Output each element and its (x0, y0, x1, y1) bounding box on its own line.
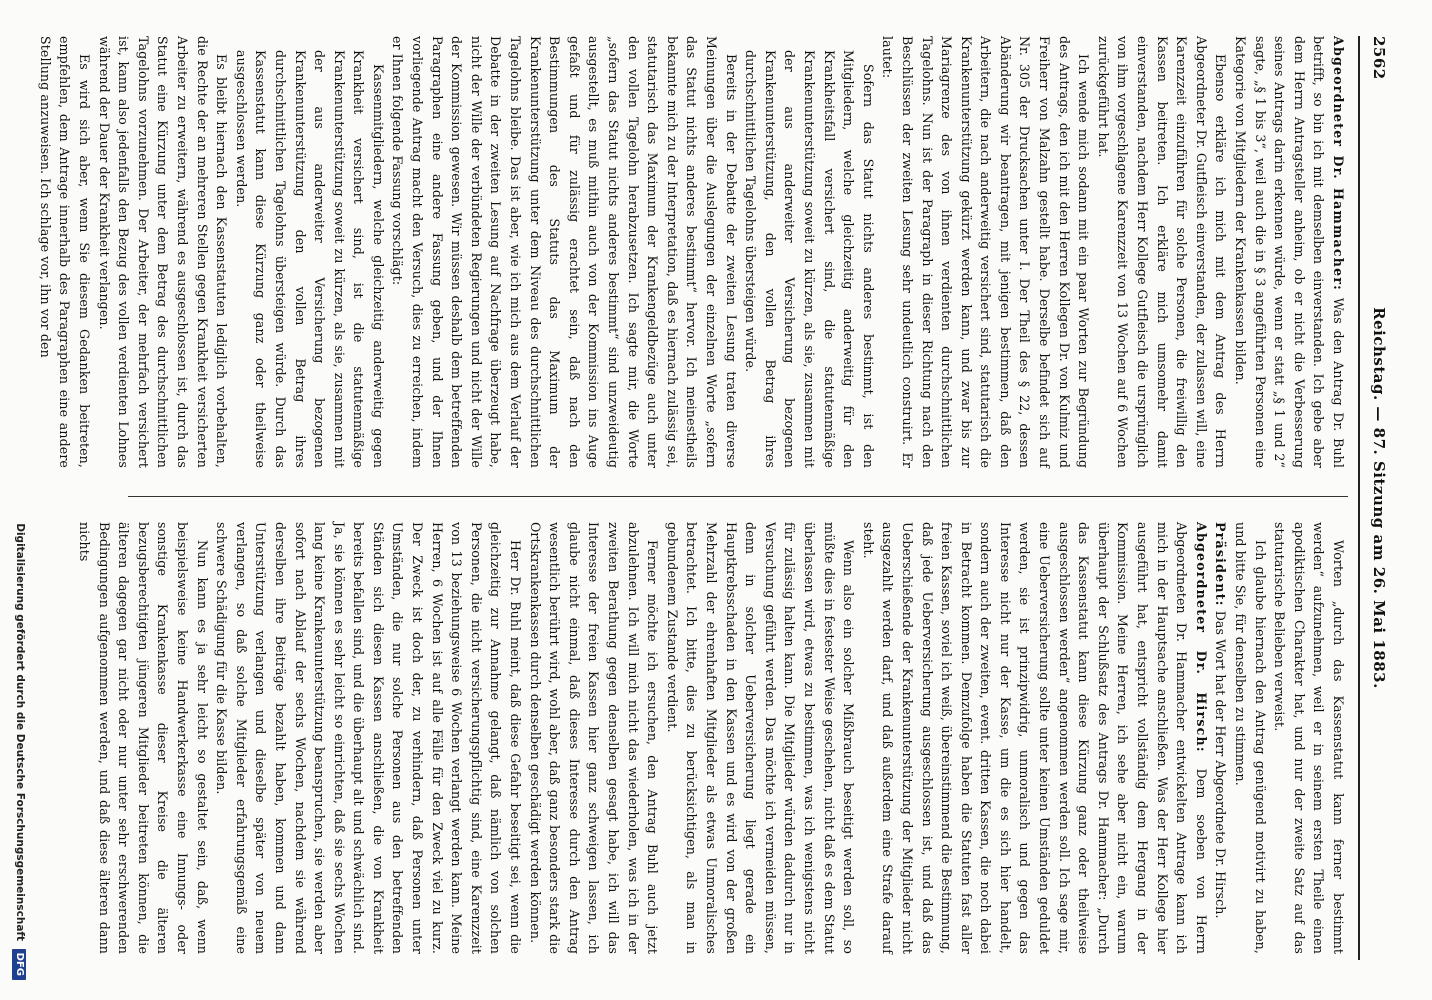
speaker-name: Abgeordneter Dr. Hammacher: (1331, 36, 1346, 292)
paragraph (231, 36, 388, 468)
paragraph-text: Ich wende mich sodann mit ein paar Worten zur Begründung des Antrags, den ich mit den Herren Kollegen Dr. von Kulmiz und Freiherr von Malzahn gestellt habe. Derselbe befindet sich auf Nr. 305 der Drucksachen unter I. Der Theil des § 22, dessen Abänderung wir beantragen, mit jenigen bestimmen, daß den Arbeitern, die nach anderweitig versichert sind, statutarisch die Krankenunterstützung gekürzt werden kann, und zwar bis zur Mariagrenze des von ihnen verdienten durchschnittlichen Tagelohns. Nun ist der Paragraph in dieser Richtung nach den Beschlüssen der zweiten Lesung sehr undeutlich construirt. Er lautet: (880, 36, 1092, 468)
paragraph (1211, 522, 1231, 954)
paragraph-text: Es wird sich aber, wenn Sie diesem Gedanken beitreten, empfehlen, dem Antrage innerhalb des Paragraphen eine andere Stellung anzuweisen. Ich schlage vor, ihn vor den (37, 36, 92, 468)
paragraph (35, 36, 94, 468)
paragraph-text: Ich glaube hiernach den Antrag genügend motivirt zu haben, und bitte Sie, für denselben zu stimmen. (1233, 522, 1268, 954)
paragraph (741, 36, 878, 468)
paragraph-text: Kassenmitgliedern, welche gleichzeitig anderweitig gegen Krankheit versichert sind, ist die statutenmäßige Krankenunterstützung soweit zu kürzen, als sie, zusammen mit der aus anderweiter Versicherung bezogenen Krankenunterstützung den vollen Betrag ihres durchschnittlichen Tagelohns übersteigen würde. Durch das Kassenstatut kann diese Kürzung ganz oder theilweise ausgeschlossen werden. (233, 50, 386, 468)
paragraph-text: Sofern das Statut nichts anderes bestimmt, ist den Mitgliedern, welche gleichzeitig anderweitig für den Krankheitsfall versichert sind, die statutenmäßige Krankenunterstützung soweit zu kürzen, als sie, zusammen mit der aus anderweiter Versicherung bezogenen Krankenunterstützung, den vollen Betrag ihres durchschnittlichen Tagelohns übersteigen würde. (743, 50, 876, 468)
paragraph (74, 522, 211, 954)
digitization-note-text: Digitalisierung gefördert durch die Deutsche Forschungsgemeinschaft (14, 523, 26, 941)
paragraph (662, 522, 858, 954)
right-column (77, 522, 1348, 955)
page-header (1364, 36, 1390, 960)
page-number: 2562 (1370, 36, 1388, 80)
paragraph-text: Nun kann es ja sehr leicht so gestaltet sein, daß, wenn beispielsweise keine Handwerkerkasse eine Innungs- oder sonstige Krankenkasse dieser Kreise die älteren bezugsberechtigten jüngeren Mitglieder beitreten können, die älteren dagegen gar nicht oder nur unter sehr erschwerenden Bedingungen aufgenommen werden, und daß diese älteren dann nichts (77, 522, 210, 954)
paragraph (525, 522, 662, 954)
paragraph-text: Es bleibt hiernach den Kassenstatuten lediglich vorbehalten, die Rechte der an mehreren Stellen gegen Krankheit versicherten Arbeiter zu erweitern, während es ausgeschlossen ist, durch das Statut eine Kürzung unter dem Betrag des durchschnittlichen Tagelohns vorzunehmen. Der Arbeiter, der mehrfach versichert ist, kann also jedenfalls den Bezug des vollen verdienten Lohnes während der Dauer der Krankheit verlangen. (96, 36, 230, 468)
dfg-logo-icon: DFG (12, 949, 26, 980)
paragraph (94, 36, 231, 468)
paragraph-text: Das Wort hat der Herr Abgeordnete Dr. Hirsch. (1213, 610, 1229, 919)
paragraph-text: Wenn also ein solcher Mißbrauch beseitigt werden soll, so müßte dies in festester Weise geschehen, nicht daß es dem Statut überlassen wird, etwas zu bestimmen, was ich wenigstens nicht für zulässig halten kann. Die Mitglieder würden dadurch nur in Versuchung geführt werden. Das möchte ich vermeiden müssen, denn in solcher Ueberversicherung liegt gerade ein Hauptkrebsschaden in den Kassen und es wird von der großen Mehrzahl der ehrenhaften Mitglieder als etwas Unmoralisches betrachtet. Ich bitte, dies zu berücksichtigen, als man in gebundenem Zustande verdient. (664, 522, 857, 954)
paragraph-text: Worten „durch das Kassenstatut kann ferner bestimmt werden“ aufzunehmen, weil er in seinem ersten Theile einen apodiktischen Charakter hat, und nur der zweite Satz auf das statutarische Belieben verweist. (1272, 522, 1346, 954)
paragraph-text: Ebenso erkläre ich mich mit dem Antrag des Herrn Abgeordneter Dr. Gutfleisch einverstanden, der zulassen will, eine Karenzzeit einzuführen für solche Personen, die freiwillig den Kassen beitreten. Ich erkläre mich umsomehr damit einverstanden, nachdem Herr Kollege Gutfleisch die ursprünglich von ihm vorgeschlagene Karenzzeit von 13 Wochen auf 6 Wochen zurückgeführt hat. (1095, 36, 1229, 468)
column-divider (128, 496, 1348, 497)
paragraph (878, 36, 1094, 468)
paragraph (1270, 522, 1348, 954)
digitization-note (10, 20, 26, 980)
paragraph (858, 522, 1211, 954)
paragraph-text: Dem soeben von Herrn Abgeordneten Dr. Hammacher entwickelten Antrage kann ich mich in der Hauptsache anschließen. Was der Herr Kollege hier ausgeführt hat, entspricht vollständig dem Hergang in der Kommission. Meine Herren, ich sehe aber nicht ein, warum überhaupt der Schlußsatz des Antrags Dr. Hammacher: „Durch das Kassenstatut kann diese Kürzung ganz oder theilweise ausgeschlossen werden“ angenommen werden soll. Ich sage mir, eine Ueberversicherung sollte unter keinen Umständen geduldet werden, sie ist prinzipwidrig, unmoralisch und gegen das Interesse nicht nur der Kasse, um die es sich hier handelt, sondern auch der zweiten, event. dritten Kassen, die noch dabei in Betracht kommen. Demzufolge haben die Statuten fast aller freien Kassen, soviel ich weiß, übereinstimmend die Bestimmung, daß jede Ueberversicherung ausgeschlossen ist, und daß das Ueberschießende der Krankenunterstützung der Mitglieder nicht ausgezahlt werden darf, und daß außerdem eine Strafe darauf steht. (860, 522, 1209, 955)
paragraph-text: Bereits in der Debatte der zweiten Lesung traten diverse Meinungen über die Auslegungen der einzelnen Worte „sofern das Statut nichts anderes bestimmt“ hervor. Ich meinestheils bekannte mich zu der Interpretation, daß es hiernach zulässig sei, statutarisch das Maximum der Krankengeldbezüge auch unter den vollen Tagelohn herabzusetzen. Ich sagte mir, die Worte „sofern das Statut nichts anderes bestimmt“ sind unzweideutig ausgestellt, es muß mithin auch von der Kommission ins Auge gefaßt und für zulässig erachtet sein, daß nach den Bestimmungen des Statuts das Maximum der Krankenunterstützung unter dem Niveau des durchschnittlichen Tagelohns bleibe. Das ist aber, wie ich mich aus dem Verlauf der Debatte in der zweiten Lesung auf Nachfrage überzeugt habe, nicht der Wille der verbündeten Regierungen und nicht der Wille der Kommission gewesen. Wir müssen deshalb dem betreffenden Paragraphen eine andere Fassung geben, und der Ihnen vorliegende Antrag macht den Versuch, dies zu erreichen, indem er Ihnen folgende Fassung vorschlägt: (390, 36, 739, 468)
paragraph (1230, 36, 1348, 468)
speaker-name: Präsident: (1213, 522, 1229, 607)
paragraph-text: Ferner möchte ich ersuchen, den Antrag Buhl auch jetzt abzulehnen. Ich will mich nicht das wiederholen, was ich in der zweiten Berathung gegen denselben gesagt habe, ich will das Interesse der freien Kassen hier ganz schweigen lassen, ich glaube nicht einmal, daß dieses Interesse durch den Antrag wesentlich berührt wird, wohl aber, daß ganz besonders stark die Ortskrankenkassen durch denselben geschädigt werden können. (527, 522, 661, 954)
paragraph (1093, 36, 1230, 468)
paragraph-text: Herr Dr. Buhl meint, daß diese Gefahr beseitigt sei, wenn die gleichzeitig zur Annahme gelangt, daß nämlich von solchen Personen, die nicht versicherungspflichtig sind, eine Karenzzeit von 13 beziehungsweise 6 Wochen verlangt werden kann. Meine Herren, 6 Wochen ist auf alle Fälle für den Zweck viel zu kurz. Der Zweck ist doch der, zu verhindern, daß Personen unter Umständen, die nur solche Personen aus den betreffenden Ständen sich diesen Kassen anschließen, die von Krankheit bereits befallen sind, und die überhaupt alt und schwächlich sind. Ja, sie können es sehr leicht so einrichten, daß sie sechs Wochen lang keine Krankenunterstützung beanspruchen, sie werden aber sofort nach Ablauf der sechs Wochen, nachdem sie während derselben ihre Beiträge bezahlt haben, kommen und dann Unterstützung verlangen und dieselbe später von neuem verlangen, so daß solche Mitglieder erfahrungsgemäß eine schwere Schädigung für die Kasse bilden. (214, 522, 524, 954)
paragraph (212, 522, 526, 954)
page-header-title: Reichstag. — 87. Sitzung am 26. Mai 1883. (1370, 307, 1388, 689)
paragraph (388, 36, 741, 468)
header-rule (1358, 36, 1360, 960)
paragraph (1230, 522, 1269, 954)
speaker-name: Abgeordneter Dr. Hirsch: (1193, 522, 1209, 753)
left-column (37, 36, 1348, 468)
paragraph-text: Was den Antrag Dr. Buhl betrifft, so bin ich mit demselben einverstanden. Ich gebe aber dem Herrn Antragsteller anheim, ob er nicht die Verbesserung seines Antrags darin erkennen würde, wenn er statt „§ 1 und 2“ sagte, „§ 1 bis 3“, weil auch die in § 3 angeführten Personen eine Kategorie von Mitgliedern der Krankenkassen bilden. (1233, 36, 1346, 468)
